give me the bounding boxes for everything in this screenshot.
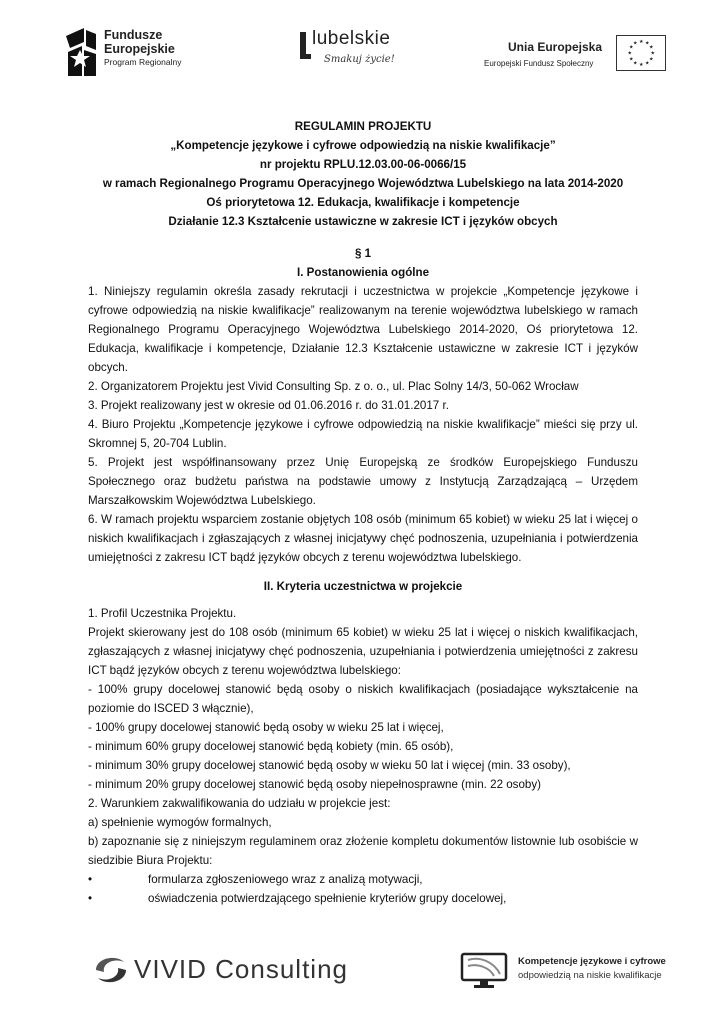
criteria-item-2: - 100% grupy docelowej stanowić będą osoby w wieku 25 lat i więcej, (88, 721, 444, 734)
title-line-2: „Kompetencje językowe i cyfrowe odpowiedzią na niskie kwalifikacje” (170, 139, 556, 152)
svg-text:★: ★ (627, 50, 632, 57)
vivid-swirl-icon (92, 952, 130, 988)
title-line-6: Działanie 12.3 Kształcenie ustawiczne w zakresie ICT i języków obcych (168, 215, 558, 228)
lubelskie-tagline: Smakuj życie! (324, 54, 395, 65)
kompetencje-logo (460, 950, 680, 990)
title-line-3: nr projektu RPLU.12.03.00-06-0066/15 (259, 158, 467, 171)
regulamin-content (88, 117, 638, 908)
svg-text:★: ★ (649, 44, 654, 51)
bullet-marker: • (88, 873, 93, 886)
spacer (88, 567, 638, 575)
qualification-a: a) spełnienie wymogów formalnych, (88, 816, 272, 829)
svg-text:★: ★ (639, 62, 644, 68)
paragraph-2: 2. Organizatorem Projektu jest Vivid Consulting Sp. z o. o., ul. Plac Solny 14/3, 50-062 Wrocław (88, 380, 579, 393)
criteria-item-1: - 100% grupy docelowej stanowić będą osoby o niskich kwalifikacjach (posiadające wykształcenie na poziomie do ISCED 3 włącznie), (88, 683, 638, 715)
profile-heading: 1. Profil Uczestnika Projektu. (88, 607, 237, 620)
svg-text:★: ★ (629, 44, 634, 51)
paragraph-1: 1. Niniejszy regulamin określa zasady rekrutacji i uczestnictwa w projekcie „Kompetencje językowe i cyfrowe odpowiedzią na niskie kwalifikacje” realizowanym na terenie województwa lubelskiego w ramach Regionalnego Programu Operacyjnego Województwa Lubelskiego 2014-2020, Oś priorytetowa 12. Edukacja, kwalifikacje i kompetencje, Działanie 12.3 Kształcenie ustawiczne w zakresie ICT i języków obcych. (88, 285, 638, 374)
paragraph-4: 4. Biuro Projektu „Kompetencje językowe i cyfrowe odpowiedzią na niskie kwalifikacje” mieści się przy ul. Skromnej 5, 20-704 Lublin. (88, 418, 638, 450)
bullet-text: formularza zgłoszeniowego wraz z analizą motywacji, (148, 873, 423, 886)
spacer (88, 231, 638, 244)
bullet-text: oświadczenia potwierdzającego spełnienie kryteriów grupy docelowej, (148, 892, 507, 905)
list-item (88, 870, 638, 889)
svg-text:★: ★ (645, 40, 650, 47)
section-sign: § 1 (354, 247, 372, 260)
svg-text:★: ★ (639, 39, 644, 45)
ue-title: Unia Europejska (508, 40, 603, 54)
list-item (88, 889, 638, 908)
criteria-item-4: - minimum 30% grupy docelowej stanowić będą osoby w wieku 50 lat i więcej (min. 33 osoby), (88, 759, 571, 772)
title-line-1: REGULAMIN PROJEKTU (294, 120, 432, 133)
paragraph-3: 3. Projekt realizowany jest w okresie od 01.06.2016 r. do 31.01.2017 r. (88, 399, 449, 412)
svg-text:★: ★ (633, 60, 638, 67)
qualification-b: b) zapoznanie się z niniejszym regulaminem oraz złożenie kompletu dokumentów listownie lub osobiście w siedzibie Biura Projektu: (88, 835, 638, 867)
svg-text:★: ★ (649, 56, 654, 63)
spacer (88, 596, 638, 604)
paragraph-6: 6. W ramach projektu wsparciem zostanie objętych 108 osób (minimum 65 kobiet) w wieku 25 lat i więcej o niskich kwalifikacjach i zgłaszających z własnej inicjatywy chęć podnoszenia, uzupełniania i potwierdzenia umiejętności z zakresu ICT bądź języków obcych z terenu województwa lubelskiego. (88, 513, 638, 564)
section-1-heading: I. Postanowienia ogólne (296, 266, 430, 279)
vivid-name: VIVID Consulting (134, 954, 348, 984)
svg-text:★: ★ (633, 40, 638, 47)
svg-text:★: ★ (650, 50, 655, 57)
lubelskie-name: lubelskie (312, 28, 391, 49)
fe-text (104, 28, 181, 68)
fe-title-2: Europejskie (104, 42, 175, 56)
page-header (0, 0, 725, 100)
computer-icon (460, 950, 514, 990)
page-footer (0, 940, 725, 1024)
fe-subtitle: Program Regionalny (104, 57, 182, 67)
title-line-5: Oś priorytetowa 12. Edukacja, kwalifikacje i kompetencje (206, 196, 520, 209)
svg-text:★: ★ (645, 60, 650, 67)
fe-title-1: Fundusze (104, 28, 163, 42)
lubelskie-logo (294, 26, 404, 76)
vivid-consulting-logo (92, 950, 367, 990)
kompetencje-line-2: odpowiedzią na niskie kwalifikacje (518, 970, 662, 981)
kompetencje-line-1: Kompetencje językowe i cyfrowe (518, 956, 666, 967)
fe-star-icon (64, 28, 98, 78)
unia-europejska-logo (480, 32, 685, 80)
criteria-item-5: - minimum 20% grupy docelowej stanowić będą osoby niepełnosprawne (min. 22 osoby) (88, 778, 542, 791)
profile-paragraph: Projekt skierowany jest do 108 osób (minimum 65 kobiet) w wieku 25 lat i więcej o niskich kwalifikacjach, zgłaszających z własnej inicjatywy chęć podnoszenia, uzupełniania i potwierdzenia umiejętności z zakresu ICT bądź języków obcych z terenu województwa lubelskiego: (88, 626, 638, 677)
fundusze-europejskie-logo (64, 26, 204, 82)
eu-flag-icon (616, 35, 666, 71)
svg-text:★: ★ (629, 56, 634, 63)
bullet-marker: • (88, 892, 93, 905)
criteria-item-3: - minimum 60% grupy docelowej stanowić będą kobiety (min. 65 osób), (88, 740, 454, 753)
qualification-heading: 2. Warunkiem zakwalifikowania do udziału w projekcie jest: (88, 797, 391, 810)
lubelskie-mark-icon (296, 30, 312, 60)
ue-subtitle: Europejski Fundusz Społeczny (484, 59, 594, 68)
section-2-heading: II. Kryteria uczestnictwa w projekcie (263, 580, 463, 593)
paragraph-5: 5. Projekt jest współfinansowany przez Unię Europejską ze środków Europejskiego Funduszu Społecznego oraz budżetu państwa na podstawie umowy z Instytucją Zarządzającą – Urzędem Marszałkowskim Województwa Lubelskiego. (88, 456, 638, 507)
title-line-4: w ramach Regionalnego Programu Operacyjnego Województwa Lubelskiego na lata 2014-2020 (102, 177, 624, 190)
